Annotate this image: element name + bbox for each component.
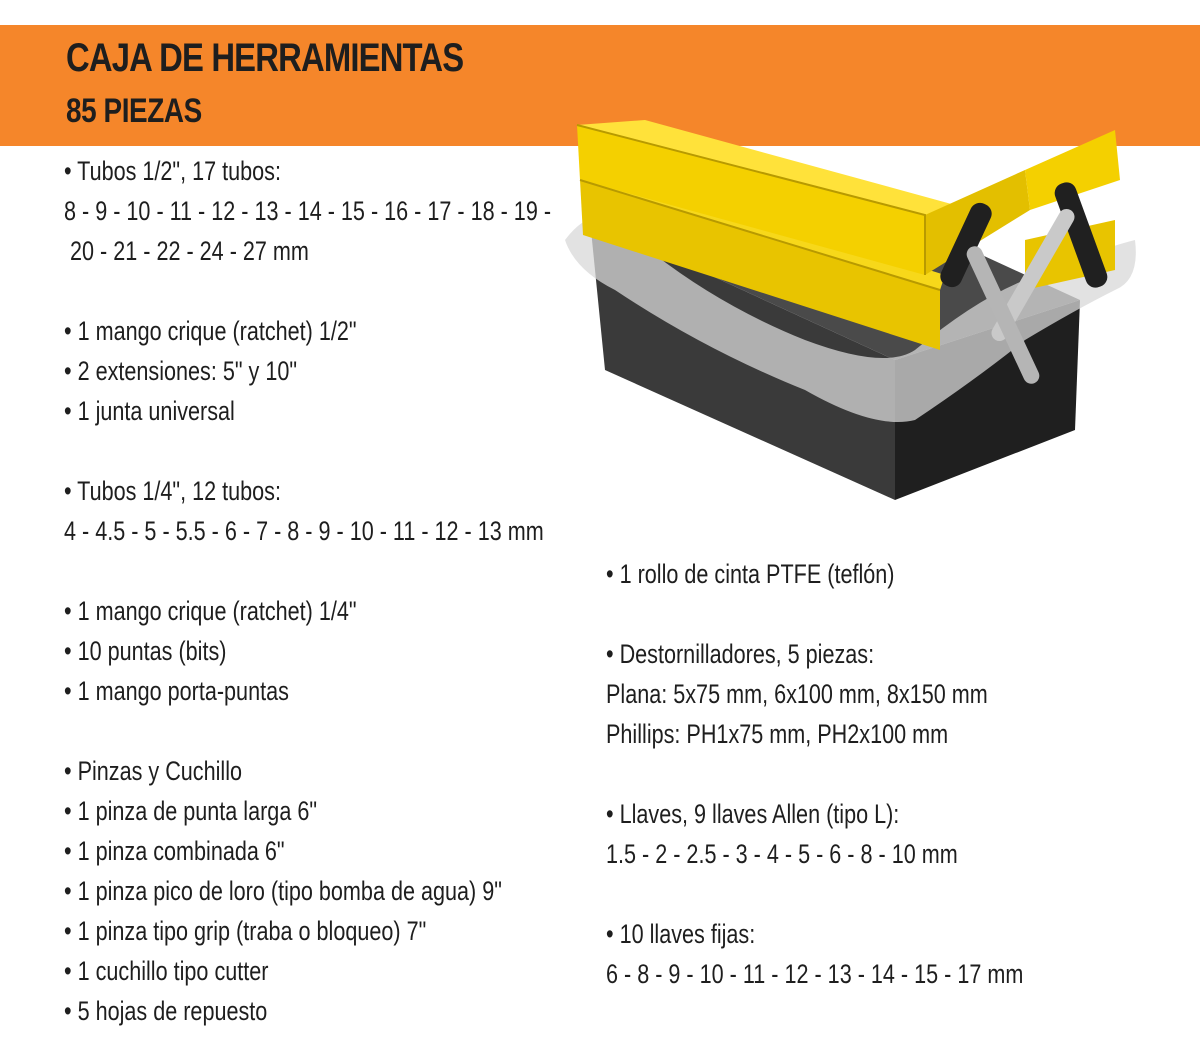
- list-item: • 1 pinza pico de loro (tipo bomba de agua) 9": [64, 876, 502, 906]
- list-item: • Destornilladores, 5 piezas:: [606, 639, 875, 669]
- list-item: 1.5 - 2 - 2.5 - 3 - 4 - 5 - 6 - 8 - 10 mm: [606, 839, 958, 869]
- list-item: • Pinzas y Cuchillo: [64, 756, 243, 786]
- list-item: • 10 llaves fijas:: [606, 919, 756, 949]
- list-item: • 1 mango crique (ratchet) 1/2": [64, 316, 357, 346]
- list-item: • 1 rollo de cinta PTFE (teflón): [606, 559, 895, 589]
- list-item: • 1 cuchillo tipo cutter: [64, 956, 269, 986]
- list-item: • Tubos 1/2", 17 tubos:: [64, 156, 281, 186]
- list-item: • Tubos 1/4", 12 tubos:: [64, 476, 281, 506]
- list-item: • 5 hojas de repuesto: [64, 996, 268, 1026]
- list-item: 4 - 4.5 - 5 - 5.5 - 6 - 7 - 8 - 9 - 10 - 11 - 12 - 13 mm: [64, 516, 544, 546]
- toolbox-icon: [555, 100, 1155, 520]
- list-item: 6 - 8 - 9 - 10 - 11 - 12 - 13 - 14 - 15 - 17 mm: [606, 959, 1024, 989]
- list-item: Plana: 5x75 mm, 6x100 mm, 8x150 mm: [606, 679, 988, 709]
- list-item: • 10 puntas (bits): [64, 636, 227, 666]
- list-item: 20 - 21 - 22 - 24 - 27 mm: [70, 236, 309, 266]
- list-item: Phillips: PH1x75 mm, PH2x100 mm: [606, 719, 949, 749]
- page-title: CAJA DE HERRAMIENTAS: [66, 36, 464, 80]
- page-subtitle: 85 PIEZAS: [66, 92, 202, 130]
- list-item: • Llaves, 9 llaves Allen (tipo L):: [606, 799, 900, 829]
- list-item: • 2 extensiones: 5" y 10": [64, 356, 298, 386]
- list-item: • 1 pinza combinada 6": [64, 836, 285, 866]
- list-item: • 1 mango porta-puntas: [64, 676, 289, 706]
- list-item: 8 - 9 - 10 - 11 - 12 - 13 - 14 - 15 - 16 - 17 - 18 - 19 -: [64, 196, 552, 226]
- list-item: • 1 junta universal: [64, 396, 235, 426]
- list-item: • 1 pinza tipo grip (traba o bloqueo) 7": [64, 916, 427, 946]
- list-item: • 1 mango crique (ratchet) 1/4": [64, 596, 357, 626]
- list-item: • 1 pinza de punta larga 6": [64, 796, 318, 826]
